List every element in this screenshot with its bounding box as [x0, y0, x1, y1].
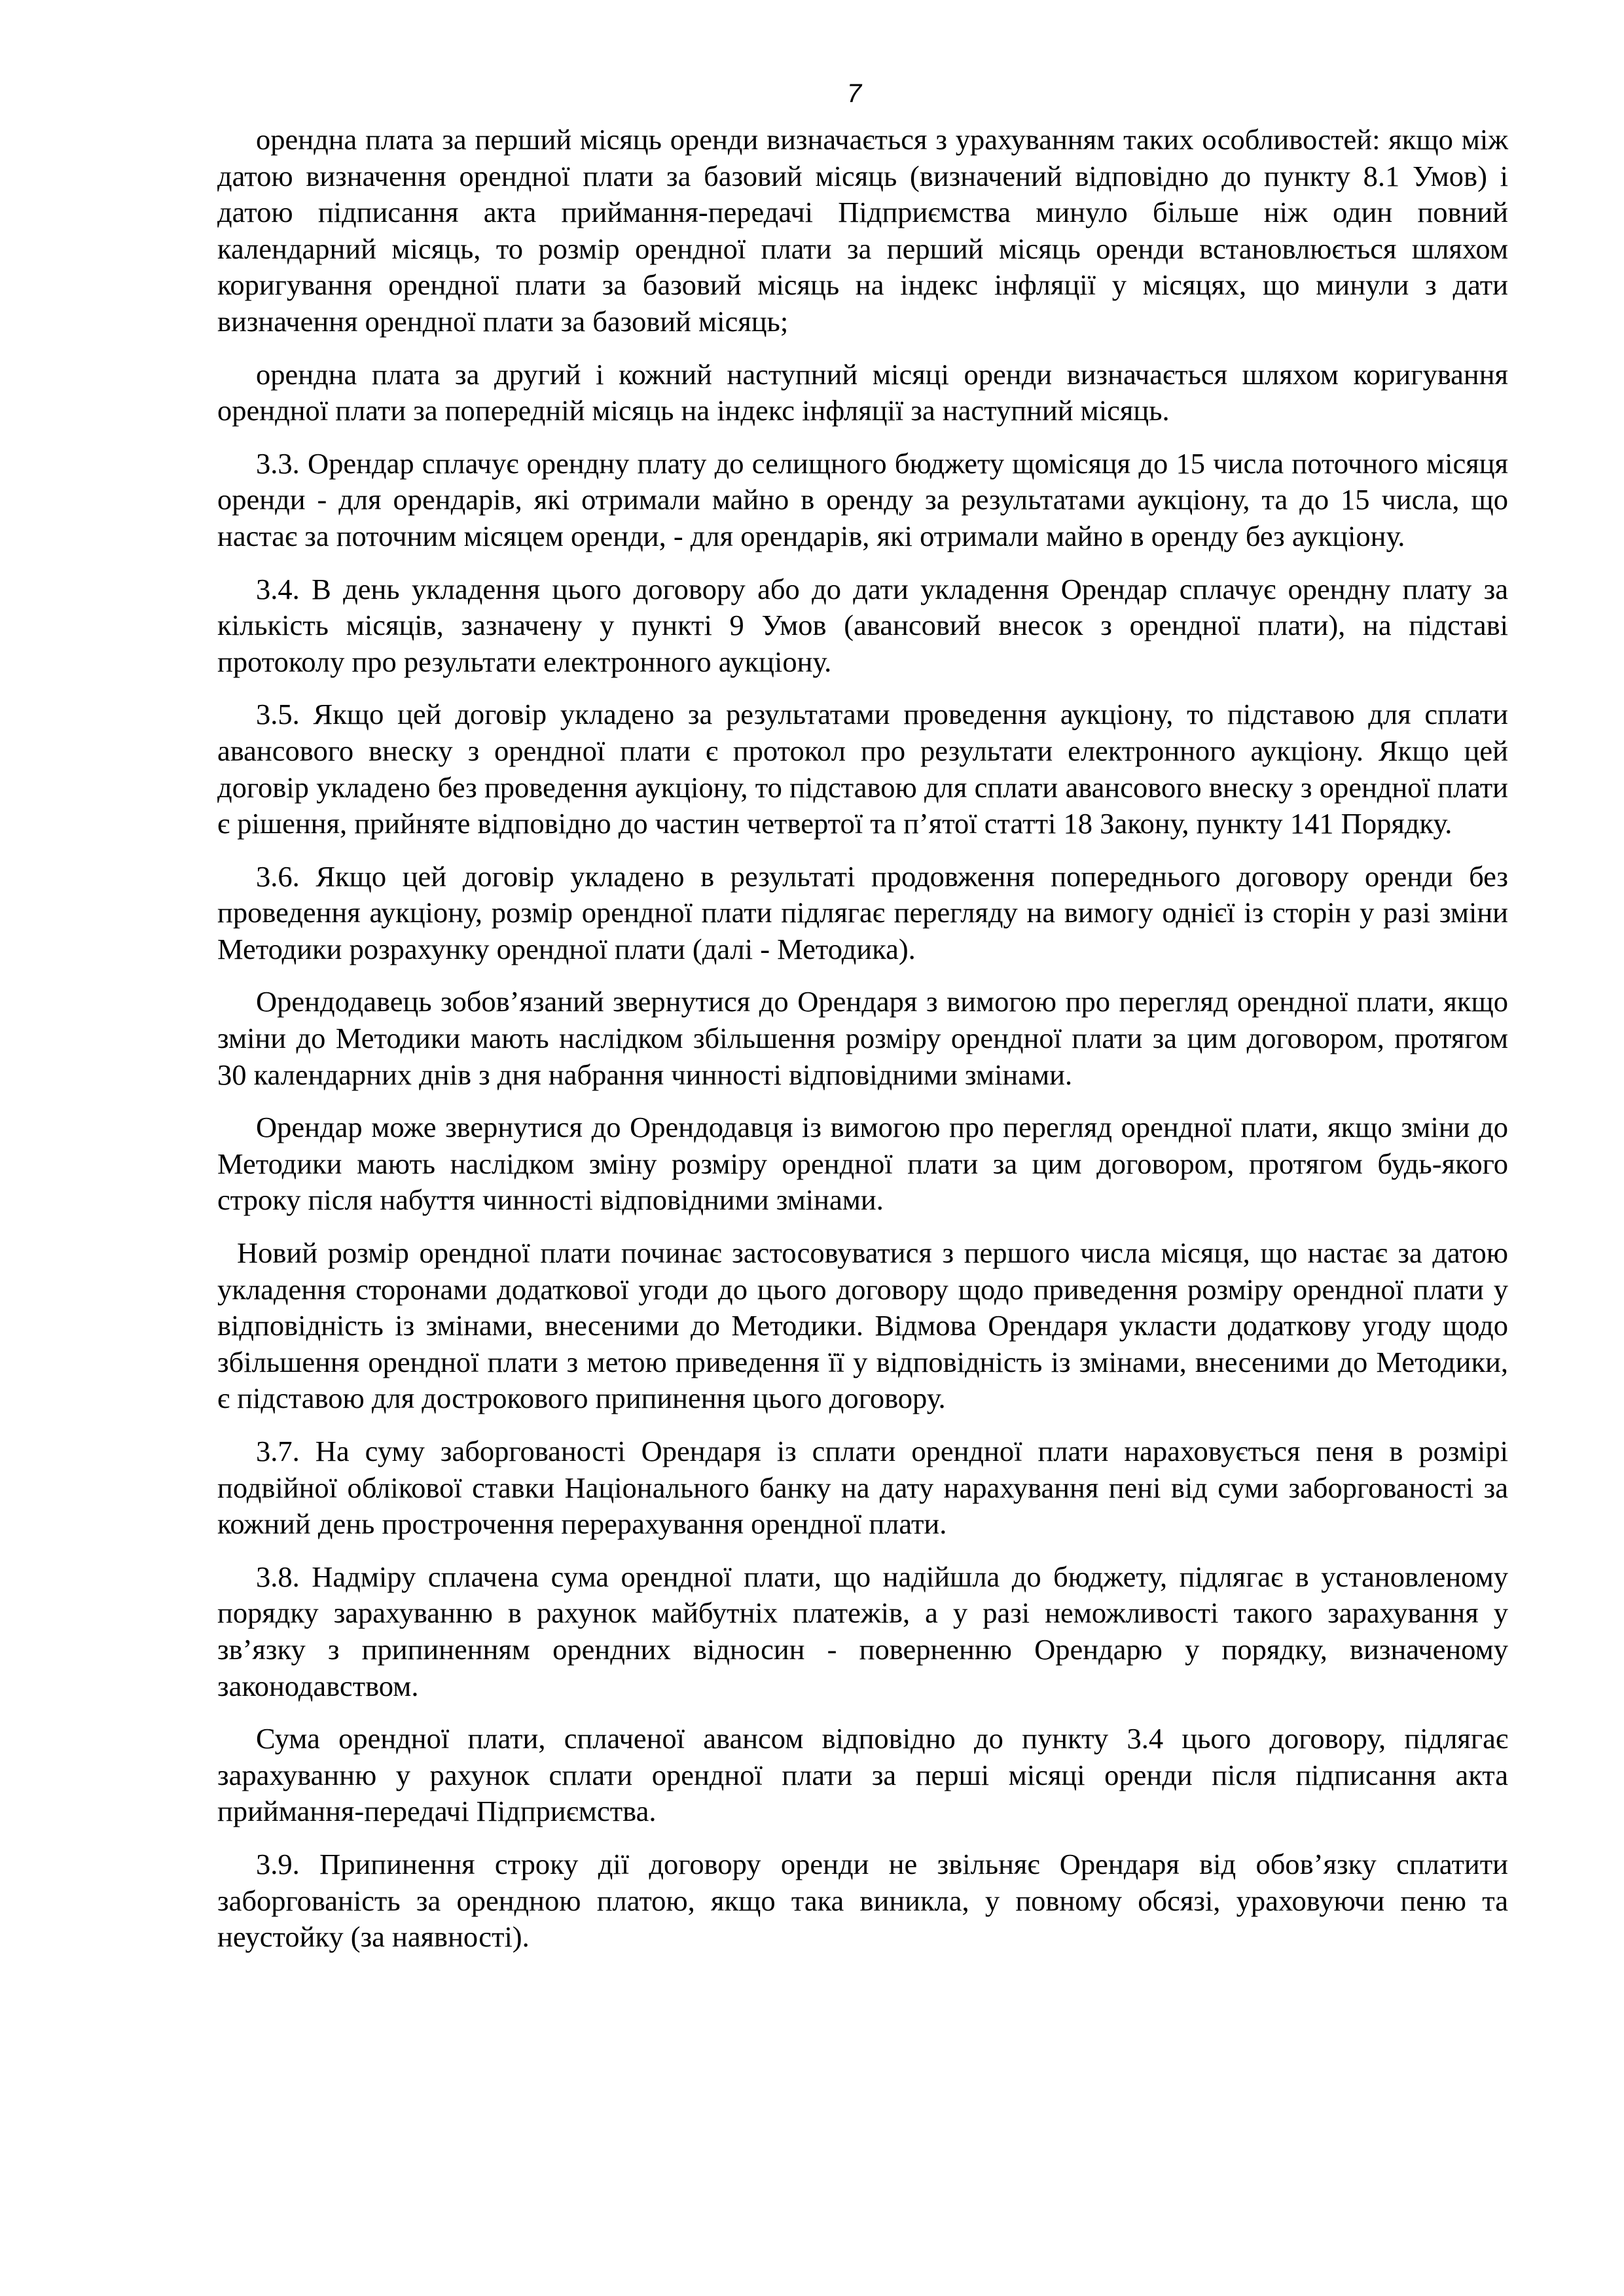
- paragraph-first-month-rent: орендна плата за перший місяць оренди визначається з урахуванням таких особливостей: якщо між датою визначення орендної плати за базовий місяць (визначений відповідно до пункту 8.1 Умов) і датою підписання акта приймання-передачі Підприємства минуло більше ніж один повний календарний місяць, то розмір орендної плати за перший місяць оренди встановлюється шляхом коригування орендної плати за базовий місяць на індекс інфляції у місяцях, що минули з дати визначення орендної плати за базовий місяць;: [217, 123, 1508, 338]
- paragraph-lessor-obligation: Орендодавець зобов’язаний звернутися до Орендаря з вимогою про перегляд орендної плати, якщо зміни до Методики мають наслідком збільшення розміру орендної плати за цим договором, протягом 30 календарних днів з дня набрання чинності відповідними змінами.: [217, 985, 1508, 1091]
- paragraph-lessee-right: Орендар може звернутися до Орендодавця із вимогою про перегляд орендної плати, якщо зміни до Методики мають наслідком зміну розміру орендної плати за цим договором, протягом будь-якого строку після набуття чинності відповідними змінами.: [217, 1111, 1508, 1217]
- clause-3-7: 3.7. На суму заборгованості Орендаря із сплати орендної плати нараховується пеня в розмірі подвійної облікової ставки Національного банку на дату нарахування пені від суми заборгованості за кожний день прострочення перерахування орендної плати.: [217, 1435, 1508, 1541]
- paragraph-new-rent: Новий розмір орендної плати починає застосовуватися з першого числа місяця, що настає за датою укладення сторонами додаткової угоди до цього договору щодо приведення розміру орендної плати у відповідність із змінами, внесеними до Методики. Відмова Орендаря укласти додаткову угоду щодо збільшення орендної плати з метою приведення її у відповідність із змінами, внесеними до Методики, є підставою для дострокового припинення цього договору.: [217, 1236, 1508, 1415]
- clause-3-5: 3.5. Якщо цей договір укладено за результатами проведення аукціону, то підставою для сплати авансового внеску з орендної плати є протокол про результати електронного аукціону. Якщо цей договір укладено без проведення аукціону, то підставою для сплати авансового внеску з орендної плати є рішення, прийняте відповідно до частин четвертої та п’ятої статті 18 Закону, пункту 141 Порядку.: [217, 698, 1508, 840]
- paragraph-advance-offset: Сума орендної плати, сплаченої авансом відповідно до пункту 3.4 цього договору, підлягає зарахуванню у рахунок сплати орендної плати за перші місяці оренди після підписання акта приймання-передачі Підприємства.: [217, 1722, 1508, 1828]
- clause-3-8: 3.8. Надміру сплачена сума орендної плати, що надійшла до бюджету, підлягає в установленому порядку зарахуванню в рахунок майбутніх платежів, а у разі неможливості такого зарахування у зв’язку з припиненням орендних відносин - поверненню Орендарю у порядку, визначеному законодавством.: [217, 1560, 1508, 1702]
- paragraph-subsequent-months-rent: орендна плата за другий і кожний наступний місяці оренди визначається шляхом коригування орендної плати за попередній місяць на індекс інфляції за наступний місяць.: [217, 357, 1508, 427]
- clause-3-4: 3.4. В день укладення цього договору або до дати укладення Орендар сплачує орендну плату за кількість місяців, зазначену у пункті 9 Умов (авансовий внесок з орендної плати), на підставі протоколу про результати електронного аукціону.: [217, 572, 1508, 678]
- document-body: [217, 122, 1508, 1972]
- clause-3-9: 3.9. Припинення строку дії договору оренди не звільняє Орендаря від обов’язку сплатити заборгованість за орендною платою, якщо така виникла, у повному обсязі, ураховуючи пеню та неустойку (за наявності).: [217, 1847, 1508, 1954]
- page-number: 7: [846, 79, 862, 108]
- clause-3-3: 3.3. Орендар сплачує орендну плату до селищного бюджету щомісяця до 15 числа поточного місяця оренди - для орендарів, які отримали майно в оренду за результатами аукціону, та до 15 числа, що настає за поточним місяцем оренди, - для орендарів, які отримали майно в оренду без аукціону.: [217, 446, 1508, 552]
- clause-3-6: 3.6. Якщо цей договір укладено в результаті продовження попереднього договору оренди без проведення аукціону, розмір орендної плати підлягає перегляду на вимогу однієї із сторін у разі зміни Методики розрахунку орендної плати (далі - Методика).: [217, 859, 1508, 965]
